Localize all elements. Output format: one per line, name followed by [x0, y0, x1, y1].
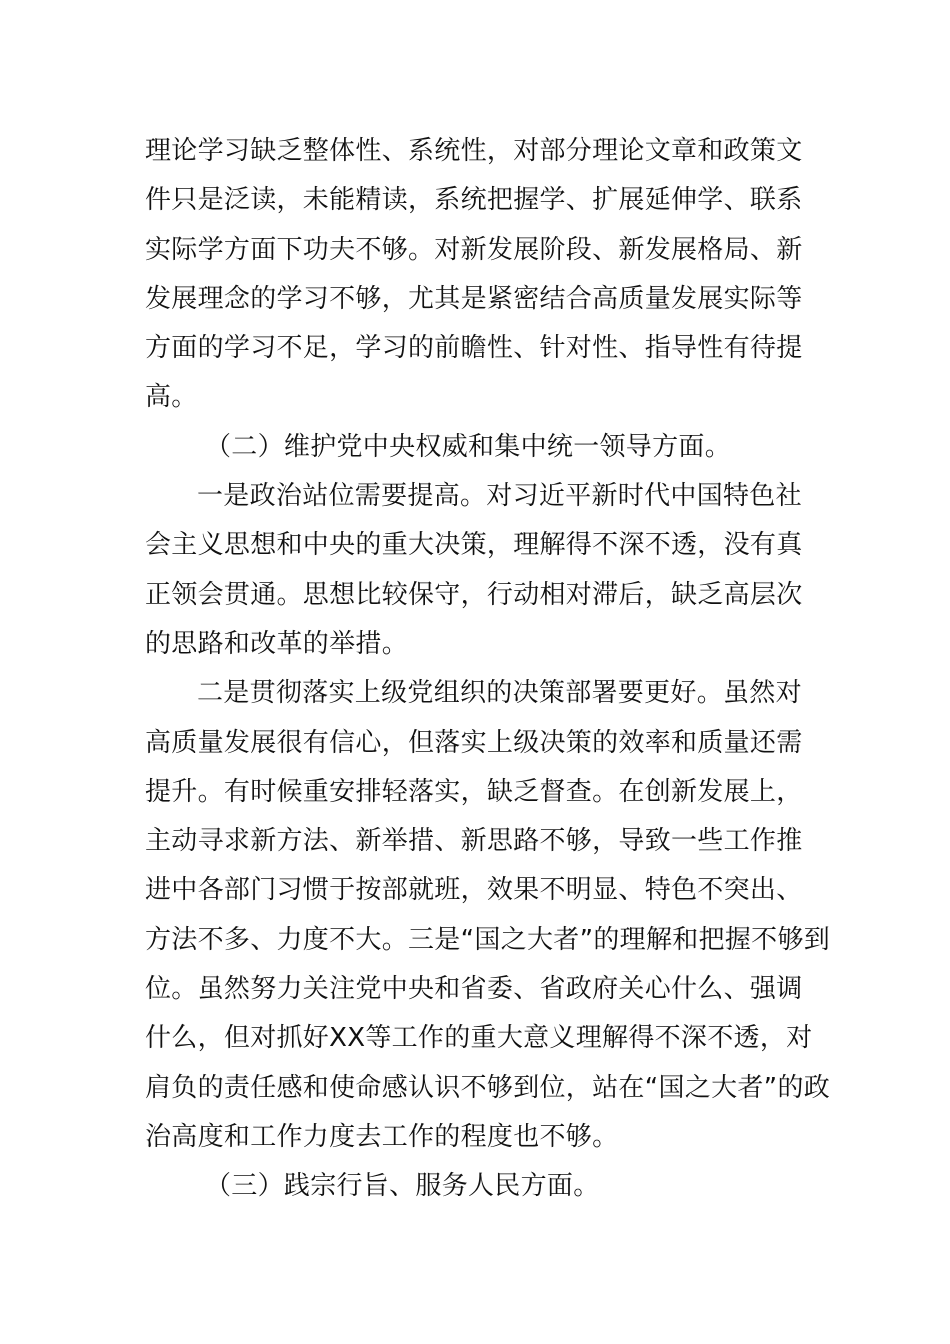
text-line: 位。虽然努力关注党中央和省委、省政府关心什么、强调 [145, 974, 803, 1005]
text-line: 高质量发展很有信心，但落实上级决策的效率和质量还需 [145, 727, 803, 758]
document-body [145, 127, 831, 1212]
text-line: 高。 [145, 382, 198, 413]
text-line: 发展理念的学习不够，尤其是紧密结合高质量发展实际等 [145, 283, 803, 314]
text-line: 肩负的责任感和使命感认识不够到位，站在“国之大者”的政 [145, 1072, 831, 1103]
text-line: 实际学方面下功夫不够。对新发展阶段、新发展格局、新 [145, 234, 803, 265]
text-line: 主动寻求新方法、新举措、新思路不够，导致一些工作推 [145, 826, 803, 857]
text-line: 提升。有时候重安排轻落实，缺乏督查。在创新发展上， [145, 776, 803, 807]
text-line: 正领会贯通。思想比较保守，行动相对滞后，缺乏高层次 [145, 579, 803, 610]
text-line: 会主义思想和中央的重大决策，理解得不深不透，没有真 [145, 530, 803, 561]
text-line: 理论学习缺乏整体性、系统性，对部分理论文章和政策文 [145, 136, 803, 166]
section-heading: （二）维护党中央权威和集中统一领导方面。 [205, 431, 732, 462]
text-line: 件只是泛读，未能精读，系统把握学、扩展延伸学、联系 [145, 185, 803, 216]
section-heading: （三）践宗行旨、服务人民方面。 [205, 1171, 600, 1202]
paragraph-start-line: 一是政治站位需要提高。对习近平新时代中国特色社 [197, 481, 802, 512]
text-line: 治高度和工作力度去工作的程度也不够。 [145, 1121, 619, 1152]
text-line: 方法不多、力度不大。三是“国之大者”的理解和把握不够到 [145, 924, 831, 955]
paragraph-start-line: 二是贯彻落实上级党组织的决策部署要更好。虽然对 [197, 678, 802, 709]
text-line: 方面的学习不足，学习的前瞻性、针对性、指导性有待提 [145, 333, 803, 364]
text-line: 进中各部门习惯于按部就班，效果不明显、特色不突出、 [145, 875, 803, 906]
text-line: 什么，但对抓好XX等工作的重大意义理解得不深不透，对 [145, 1023, 813, 1054]
text-line: 的思路和改革的举措。 [145, 628, 409, 659]
